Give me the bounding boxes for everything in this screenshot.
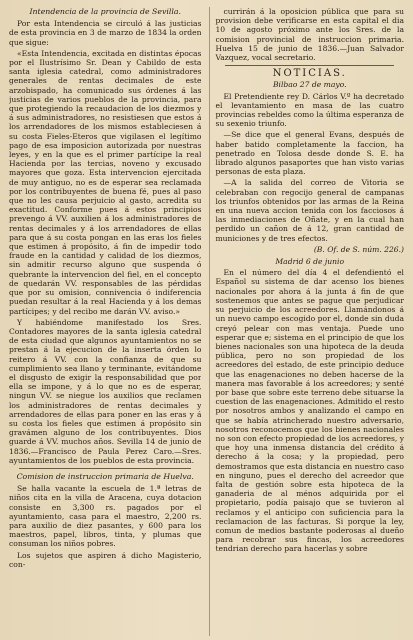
paragraph: —A la salida del correo de Vitoria se celebraban con regocijo general de campanas los triunfos obtenidos por las armas de la Reina en una nueva accion tenida con los facciosos á las inmediaciones de Oñate, y en la cual han perdido un cañon de á 12, gran cantidad de municiones y de tres efectos. <box>215 178 404 243</box>
section-title-huelva: Comision de instruccion primaria de Huelva. <box>16 471 194 481</box>
paragraph: Se halla vacante la escuela de 1.ª letras de niños cita en la villa de Aracena, cuya dotacion consiste en 3,300 rs. pagados por el ayuntamiento, casa para el maestro, 2,200 rs. para auxilio de diez pasantes, y 600 para los maestros, papel, libros, tinta, y plumas que consuman los niños pobres. <box>9 484 202 549</box>
paragraph: El Pretendiente rey D. Cárlos V.º ha decretado el levantamiento en masa de las cuatro provincias rebeldes como la última esperanza de su sexenio triunfo. <box>215 91 404 129</box>
paragraph: Los sujetos que aspiren á dicho Magisterio, con- <box>9 550 202 569</box>
paragraph: «Esta Intendencia, excitada en distintas épocas por el Ilustrísimo Sr. Dean y Cabildo de esta santa iglesia catedral, como administradores generales de rentas decimales de este arzobispado, ha comunicado sus órdenes á las justicias de varios pueblos de la provincia, para que protegiendo la recaudacion de los diezmos y á sus administradores, no resistiesen que estos á los arrendadores de los mismos estableciesen á su costa Fieles-Eteros que vigilasen el legítimo pago de esa imposicion autorizada por nuestras leyes, y en la que es el primer partícipe la real Hacienda por las tercias, noveno y excusado mayores que goza. Esta intervencion ejercitada de muy antiguo, no es de esperar sea reclamada por los contribuyentes de buena fé, pues al paso que no les causa perjuicio al gasto, acredita su exactitud. Conforme pues á estos principios prevengo á VV. auxilien á los administradores de rentas decimales y á los arrendadores de ellas para que á su costa pongan en las eras los fieles que estimen á propósito, á fin de impedir todo fraude en la cantidad y calidad de los diezmos, sin admitir recurso alguno que suspenda ó quebrante la intervencion del fiel, en el concepto de quedarán VV. responsables de las pérdidas que por su omision, connivencia ó indiferencia puedan resultar á la real Hacienda y á los demas partícipes; y del recibo me darán VV. aviso.» <box>9 48 202 316</box>
left-column <box>9 7 201 636</box>
paragraph: Y habiéndome manifestado los Sres. Contadores mayores de la santa iglesia catedral de esta ciudad que algunos ayuntamientos no se prestan á la ejecucion de la inserta órden lo reitero á VV. con la confianza de que su cumplimiento sea llano y terminante, evitándome el disgusto de exigir la responsabilidad que por ella se impone, y á lo que no es de esperar, ningun VV. se niegue los auxilios que reclamen los administradores de rentas decimales y arrendadores de ellas para poner en las eras y á su costa los fieles que estimen á propósito sin gravámen alguno de los contribuyentes. Dios guarde á VV. muchos años. Sevilla 14 de junio de 1836.—Francisco de Paula Perez Caro.—Sres. ayuntamientos de los pueblos de esta provincia. <box>9 317 202 465</box>
source-reference: (B. Of. de S. núm. 226.) <box>313 244 404 254</box>
right-column <box>209 7 404 636</box>
paragraph: currirán á la oposicion pública que para su provision debe verificarse en esta capital el dia 10 de agosto próximo ante los Sres. de la comision provincial de instruccion primaria. Huelva 15 de junio de 1836.—Juan Salvador Vazquez, vocal secretario. <box>215 7 404 63</box>
section-title-noticias: NOTICIAS. <box>272 68 347 80</box>
paragraph: —Se dice que el general Evans, después de haber batido completamente la faccion, ha penetrado en Tolosa desde donde S. E. ha librado algunos pasaportes que han visto varias personas de esta plaza. <box>215 130 404 177</box>
paragraph: Por esta Intendencia se circuló á las justicias de esta provincia en 3 de marzo de 1834 la orden que sigue: <box>9 19 202 47</box>
divider <box>19 468 191 469</box>
dateline: Madrid 6 de junio <box>275 257 345 267</box>
divider <box>225 65 394 66</box>
dateline: Bilbao 27 de mayo. <box>272 80 347 90</box>
paragraph: En el número del día 4 el defendientó el Español su sistema de dar acenso los bienes nacionales por ahora á la junta á fin de que sostenemos que antes se pague que perjudicar su perjuicio de los acreedores. Llamándonos á un nuevo campo escogido por el, donde sin duda creyó pelear con mas ventaja. Puede uno esperar que e; sistema en el principio de que los bienes nacionales son una hipoteca de la deuda pública, pero no son propiedad de los acreedores del estado, de este principio deduce que las enagenaciones no deben hacerse de la manera mas favorable á los acreedores; y senté por base que sobre este terreno debe situarse la cuestion de las enagenaciones. Admitido el resto por nosotros ambos y analizando el campo en que se había atrincherado nuestro adversario, nosotros reconocemos que los bienes nacionales no son con efecto propiedad de los acreedores, y que hoy una inmensa distancia del crédito á derecho á la cosa; y la propiedad, pero demostramos que esta distancia en nuestro caso en ninguno, pues el derecho del acreedor que falta de gestión sobre esta hipoteca de la ganaderia de al ménos adquirida por el propietario, podía paisajo que se tuvieron al reclamos y el anticipo con suficiencia para la reclamacion de las facturas. Si porque la ley, comun de medios bastante poderosas al dueño para recobrar sus fincas, los acreedores tendrian derecho para hacerlas y sobre <box>215 268 404 554</box>
section-title-sevilla: Intendencia de la provincia de Sevilla. <box>29 7 182 16</box>
